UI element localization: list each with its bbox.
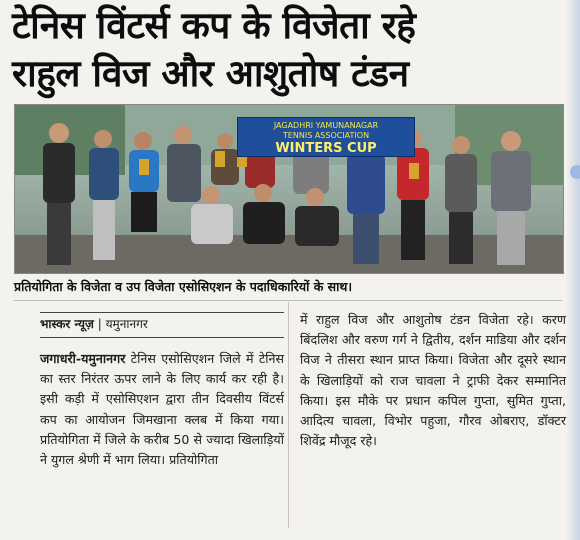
photo-caption: प्रतियोगिता के विजेता व उप विजेता एसोसिएशन के पदाधिकारियों के साथ।	[14, 274, 562, 301]
banner-line-2: TENNIS ASSOCIATION	[282, 131, 370, 140]
banner-cup-title: WINTERS CUP	[275, 141, 377, 156]
page-edge-shadow	[566, 0, 580, 540]
headline-line-1: टेनिस विंटर्स कप के विजेता रहे	[12, 4, 416, 47]
news-photo	[14, 104, 564, 274]
byline-separator: |	[93, 317, 106, 331]
article-body-1: टेनिस एसोसिएशन जिले में टेनिस का स्तर निरंतर ऊपर लाने के लिए कार्य कर रही है। इसी कड़ी में एसोसिएशन द्वारा तीन दिवसीय विंटर्स कप का आयोजन जिमखाना क्लब में किया गया। प्रतियोगिता में जिले के करीब 50 से ज्यादा खिलाड़ियों ने युगल श्रेणी में भाग लिया। प्रतियोगिता	[40, 351, 284, 468]
banner-line-1: JAGADHRI YAMUNANAGAR	[273, 121, 379, 130]
article-column-1	[40, 349, 284, 470]
column-divider	[288, 302, 289, 528]
article-body-2: में राहुल विज और आशुतोष टंडन विजेता रहे। करण बिंदलिश और वरुण गर्ग ने द्वितीय, दर्शन माडिया और दर्शन विज ने तीसरा स्थान प्राप्त किया। विजेता और दूसरे स्थान के खिलाड़ियों को राज चावला ने ट्राफी देकर सम्मानित किया। इस मौके पर प्रधान कपिल गुप्ता, सुमित गुप्ता, आदित्य चावला, विभोर पहुजा, गौरव ओबराए, डॉक्टर शिवेंद्र मौजूद रहे।	[300, 312, 566, 449]
scroll-indicator-dot	[570, 165, 580, 179]
headline-line-2: राहुल विज और आशुतोष टंडन	[12, 52, 409, 95]
byline-source: भास्कर न्यूज़	[40, 317, 94, 331]
byline-place: यमुनानगर	[105, 317, 148, 331]
byline	[40, 312, 284, 338]
headline	[12, 2, 568, 98]
article-column-2	[300, 310, 566, 451]
event-banner	[237, 117, 415, 157]
article-lead-place: जगाधरी-यमुनानगर	[40, 351, 126, 366]
